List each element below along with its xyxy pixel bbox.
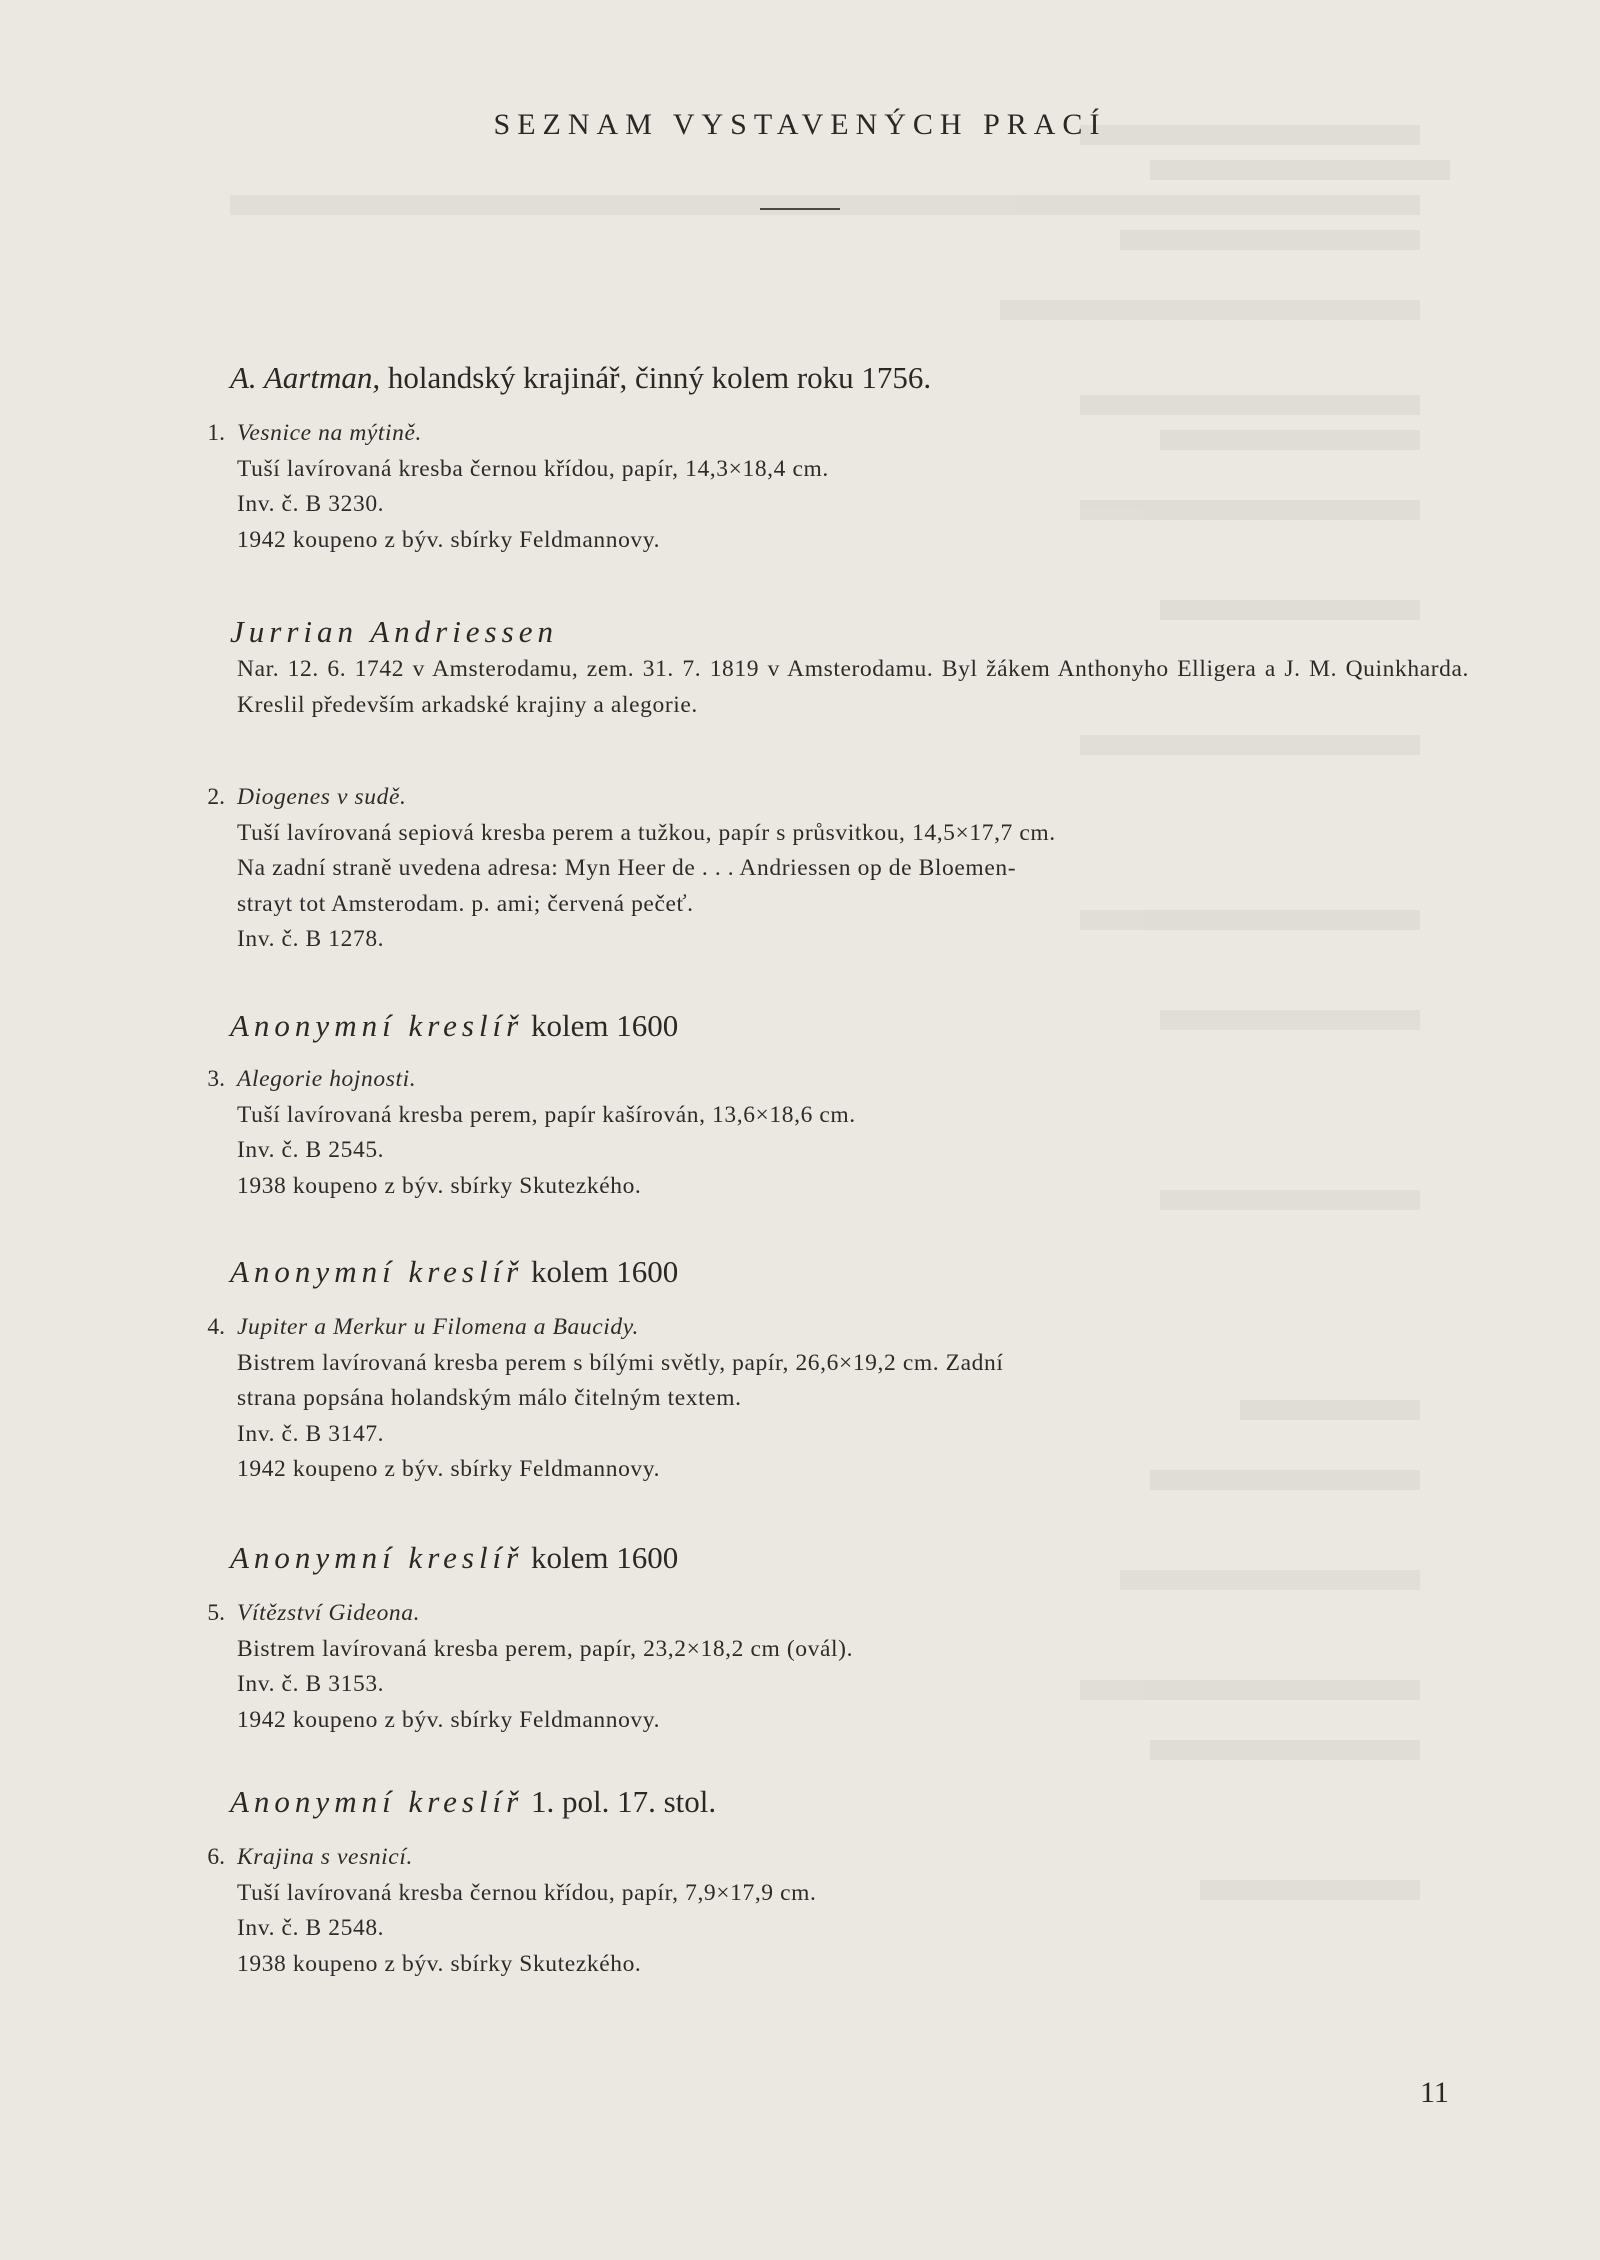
- entry-line: Na zadní straně uvedena adresa: Myn Heer de . . . Andriessen op de Bloemen-: [237, 855, 1017, 881]
- entry-line: Inv. č. B 2548.: [237, 1915, 385, 1941]
- entry-number: 3.: [207, 1066, 225, 1092]
- work-title: Jupiter a Merkur u Filomena a Baucidy.: [237, 1314, 639, 1340]
- page-number: 11: [1420, 2076, 1449, 2109]
- artist-name: Jurrian Andriessen: [230, 614, 558, 649]
- artist-heading: [230, 614, 558, 650]
- artist-name: A. Aartman,: [230, 360, 381, 395]
- entry-line: Bistrem lavírovaná kresba perem, papír, 23,2×18,2 cm (ovál).: [237, 1635, 854, 1662]
- entry-line: Tuší lavírovaná kresba černou křídou, papír, 7,9×17,9 cm.: [237, 1879, 817, 1906]
- artist-note: holandský krajinář, činný kolem roku 1756.: [387, 360, 932, 395]
- entry-line: 1938 koupeno z býv. sbírky Skutezkého.: [237, 1950, 642, 1977]
- entry-line: Inv. č. B 3147.: [237, 1420, 385, 1447]
- artist-heading: [230, 1008, 678, 1044]
- work-title: Diogenes v sudě.: [237, 784, 407, 810]
- entry-line: 1942 koupeno z býv. sbírky Feldmannovy.: [237, 1706, 661, 1733]
- entry-line: 1942 koupeno z býv. sbírky Feldmannovy.: [237, 526, 661, 553]
- artist-name: Anonymní kreslíř: [230, 1008, 524, 1043]
- work-title: Vesnice na mýtině.: [237, 420, 423, 446]
- entry-number: 1.: [207, 420, 225, 446]
- entry-line: 1942 koupeno z býv. sbírky Feldmannovy.: [237, 1456, 661, 1482]
- entry-number: 5.: [207, 1600, 225, 1626]
- title-divider: [760, 208, 840, 210]
- entry-line: Inv. č. B 3230.: [237, 491, 385, 517]
- artist-name: Anonymní kreslíř: [230, 1254, 524, 1289]
- entry-line: strayt tot Amsterodam. p. ami; červená pečeť.: [237, 890, 694, 917]
- artist-heading: [230, 1254, 678, 1290]
- entry-line: Tuší lavírovaná kresba perem, papír kašírován, 13,6×18,6 cm.: [237, 1101, 856, 1128]
- artist-bio: Nar. 12. 6. 1742 v Amsterodamu, zem. 31. 7. 1819 v Amsterodamu. Byl žákem Anthonyho Elligera a J. M. Quinkharda. Kreslil především arkadské krajiny a alegorie.: [237, 656, 1469, 718]
- entry-line: Tuší lavírovaná kresba černou křídou, papír, 14,3×18,4 cm.: [237, 455, 829, 482]
- entry-number: 6.: [207, 1844, 225, 1870]
- work-title: Alegorie hojnosti.: [237, 1066, 417, 1092]
- artist-heading: [230, 1540, 678, 1576]
- entry-number: 2.: [207, 784, 225, 810]
- entry-line: Inv. č. B 3153.: [237, 1671, 385, 1697]
- artist-note: kolem 1600: [530, 1254, 679, 1289]
- artist-name: Anonymní kreslíř: [230, 1784, 524, 1819]
- work-title: Krajina s vesnicí.: [237, 1844, 413, 1870]
- artist-note: 1. pol. 17. stol.: [530, 1784, 717, 1819]
- entry-line: Inv. č. B 1278.: [237, 926, 385, 952]
- entry-number: 4.: [207, 1314, 225, 1340]
- work-title: Vítězství Gideona.: [237, 1600, 421, 1626]
- artist-name: Anonymní kreslíř: [230, 1540, 524, 1575]
- artist-heading: [230, 1784, 716, 1820]
- page-title: SEZNAM VYSTAVENÝCH PRACÍ: [493, 108, 1107, 141]
- entry-line: 1938 koupeno z býv. sbírky Skutezkého.: [237, 1172, 642, 1199]
- entry-line: Bistrem lavírovaná kresba perem s bílými světly, papír, 26,6×19,2 cm. Zadní: [237, 1349, 1004, 1376]
- entry-line: Tuší lavírovaná sepiová kresba perem a tužkou, papír s průsvitkou, 14,5×17,7 cm.: [237, 819, 1056, 846]
- artist-heading: [230, 360, 931, 396]
- entry-line: Inv. č. B 2545.: [237, 1137, 385, 1163]
- artist-note: kolem 1600: [530, 1540, 679, 1575]
- artist-note: kolem 1600: [530, 1008, 679, 1043]
- entry-line: strana popsána holandským málo čitelným textem.: [237, 1385, 742, 1411]
